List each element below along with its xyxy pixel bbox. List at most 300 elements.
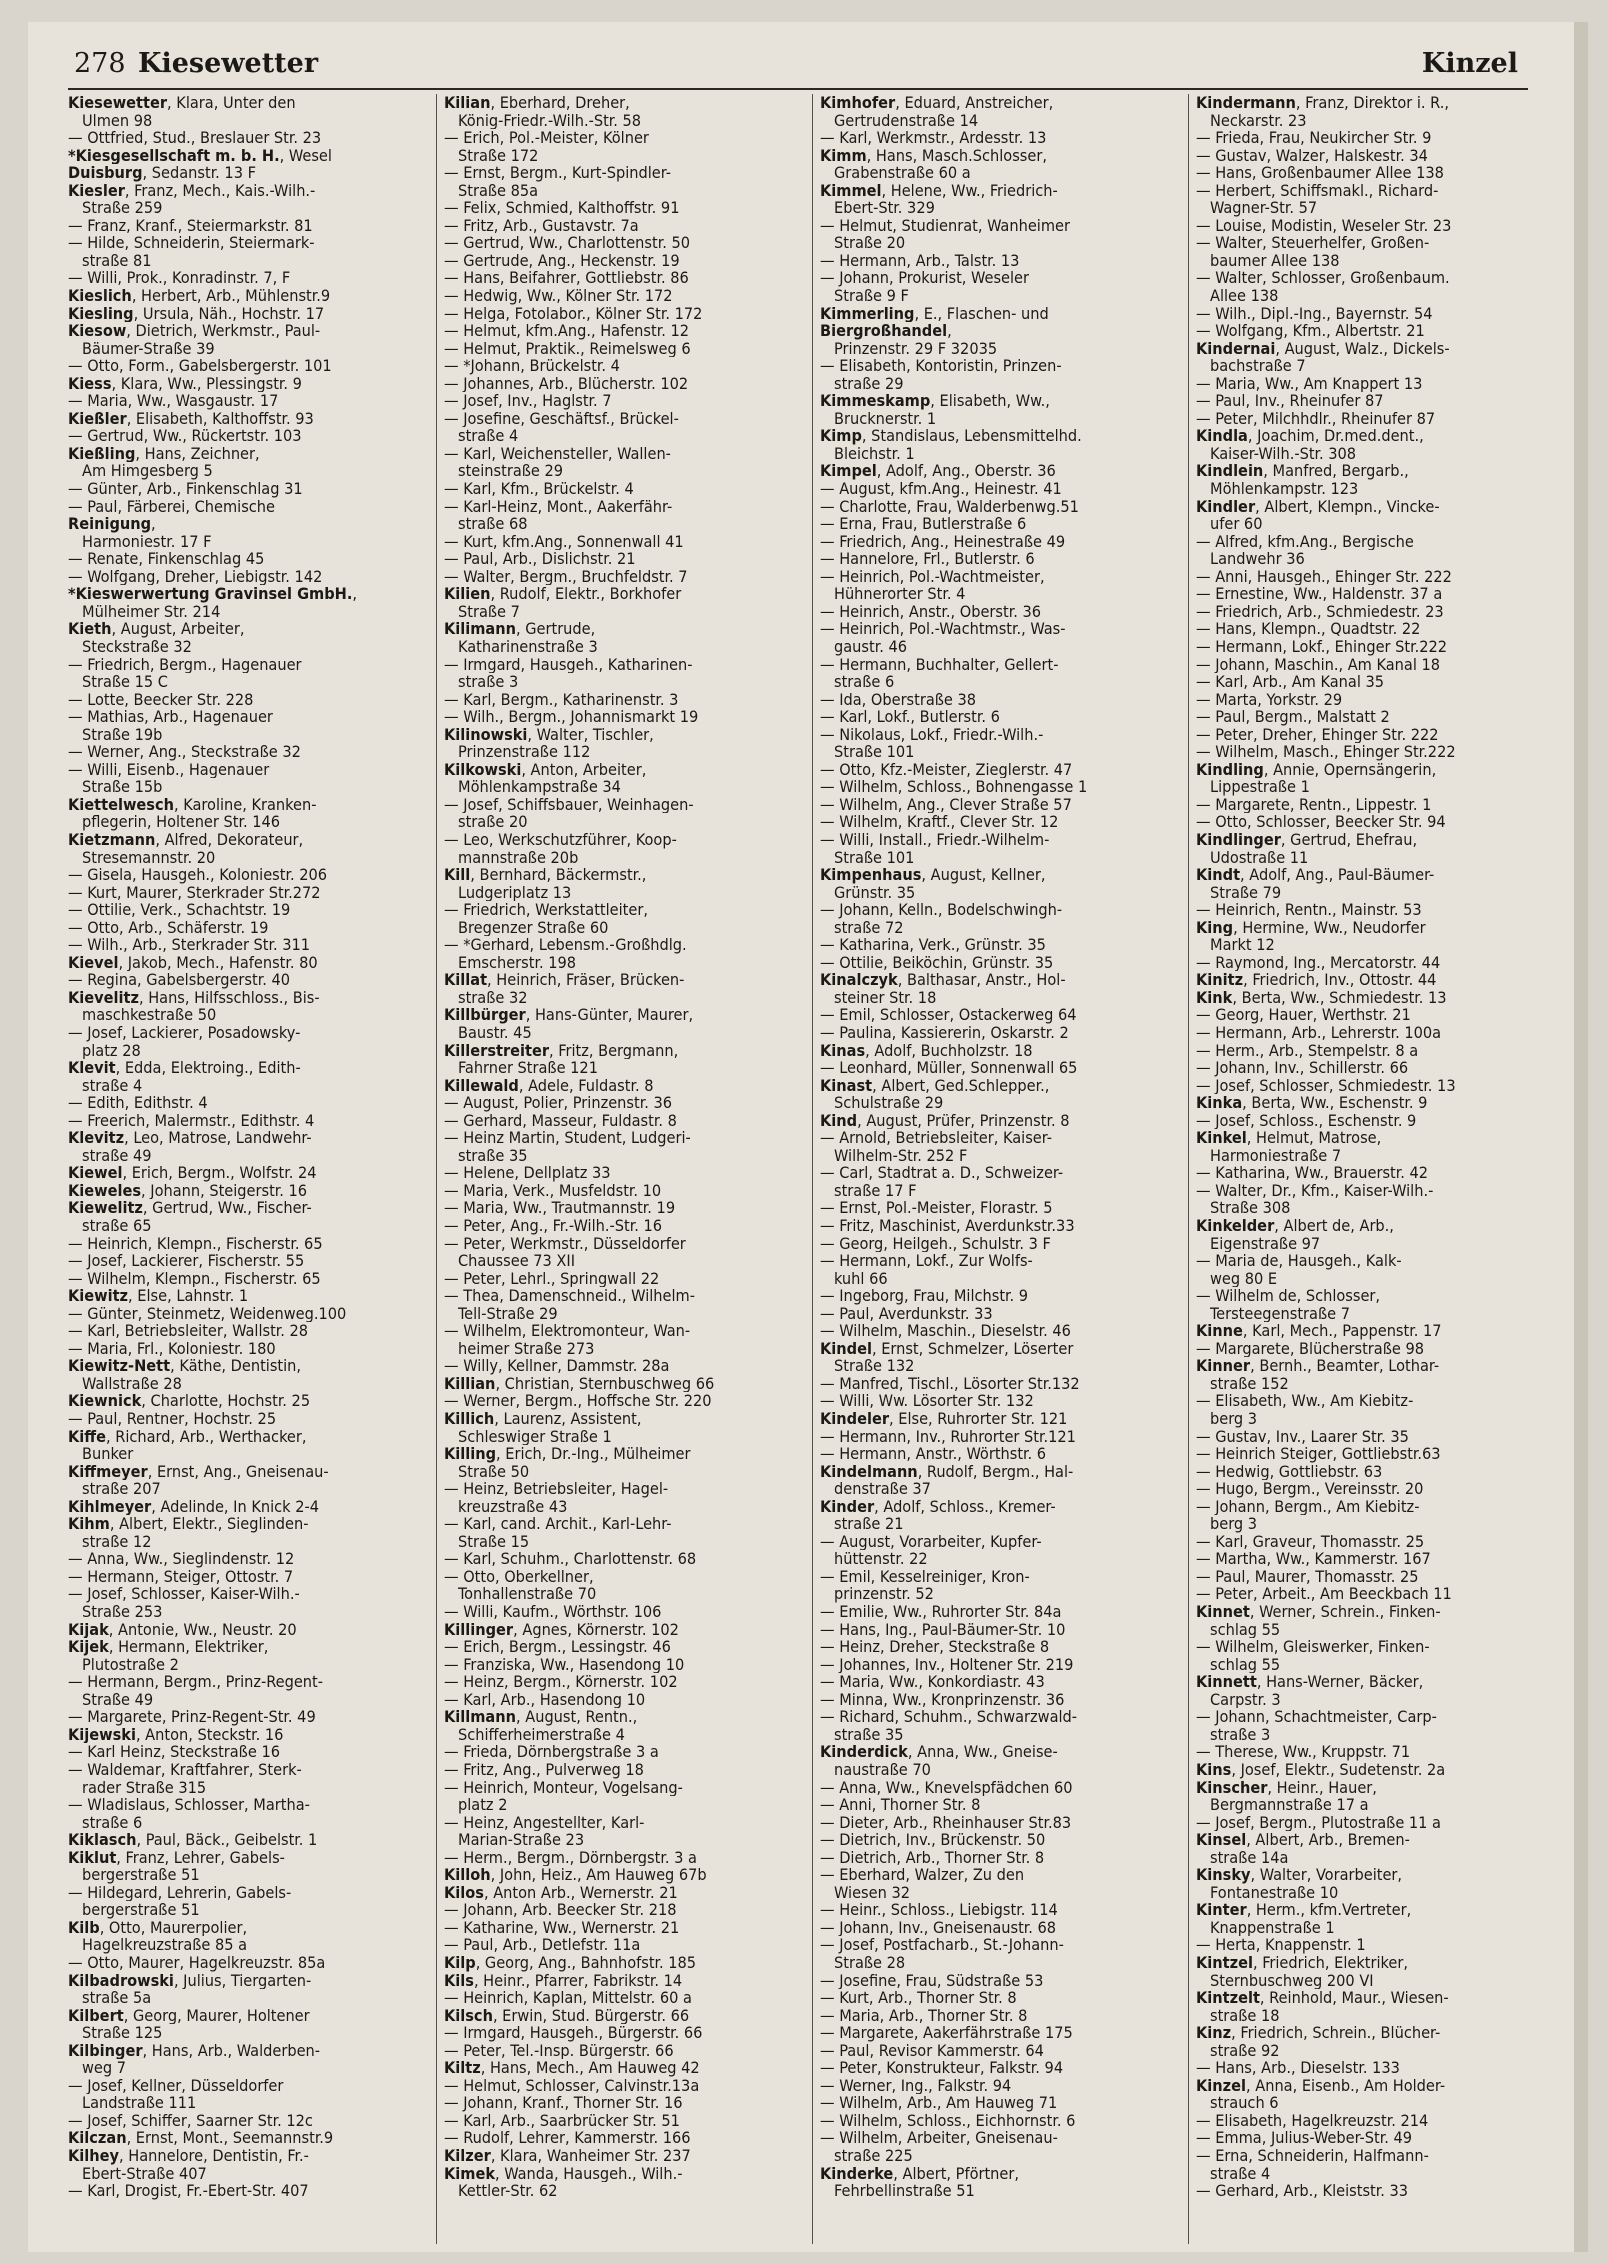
column-divider — [812, 94, 813, 2244]
directory-entry-line: Schleswiger Straße 1 — [458, 1427, 612, 1446]
directory-entry-line: Kiewel, Erich, Bergm., Wolfstr. 24 — [68, 1164, 317, 1182]
directory-entry-line: Kilbinger, Hans, Arb., Walderben- — [68, 2041, 321, 2060]
directory-entry-line: Kiewitz, Else, Lahnstr. 1 — [68, 1287, 249, 1305]
directory-entry-line: — Werner, Ing., Falkstr. 94 — [820, 2076, 1012, 2095]
directory-entry-line: — Otto, Arb., Schäferstr. 19 — [68, 918, 269, 937]
directory-entry-line: — Herta, Knappenstr. 1 — [1196, 1936, 1366, 1954]
directory-entry-line: Grabenstraße 60 a — [834, 164, 971, 182]
directory-entry-line: Kind, August, Prüfer, Prinzenstr. 8 — [820, 1111, 1070, 1130]
directory-entry-line: Straße 15 C — [82, 673, 168, 691]
directory-entry-line: bergerstraße 51 — [82, 1866, 200, 1884]
directory-entry-line: — Ernst, Pol.-Meister, Florastr. 5 — [820, 1199, 1053, 1217]
directory-entry-line: Lippestraße 1 — [1210, 778, 1310, 796]
directory-entry-line: — Walter, Schlosser, Großenbaum. — [1196, 269, 1450, 288]
directory-entry-line: — August, Polier, Prinzenstr. 36 — [444, 1094, 672, 1112]
directory-entry-line: — Wilhelm, Ang., Clever Straße 57 — [820, 795, 1072, 814]
directory-entry-line: — Johann, Arb. Beecker Str. 218 — [444, 1901, 677, 1919]
directory-entry-line: Kinder, Adolf, Schloss., Kremer- — [820, 1497, 1056, 1516]
directory-entry-line: — Peter, Ang., Fr.-Wilh.-Str. 16 — [444, 1217, 662, 1235]
directory-entry-line: Fehrbellinstraße 51 — [834, 2182, 975, 2200]
directory-entry-line: kreuzstraße 43 — [458, 1497, 568, 1516]
directory-entry-line: — Emilie, Ww., Ruhrorter Str. 84a — [820, 1603, 1062, 1621]
column-2 — [444, 94, 802, 2244]
directory-entry-line: — Paul, Bergm., Malstatt 2 — [1196, 708, 1390, 726]
directory-entry-line: Kiewitz-Nett, Käthe, Dentistin, — [68, 1357, 302, 1375]
directory-entry-line: — Josef, Inv., Haglstr. 7 — [444, 392, 612, 410]
directory-entry-line: Straße 50 — [458, 1462, 530, 1481]
directory-entry-line: — Helmut, kfm.Ang., Hafenstr. 12 — [444, 322, 689, 340]
directory-entry-line: straße 21 — [834, 1515, 904, 1533]
directory-entry-line: Kimpel, Adolf, Ang., Oberstr. 36 — [820, 462, 1056, 481]
directory-entry-line: — Edith, Edithstr. 4 — [68, 1094, 208, 1112]
directory-entry-line: — Leo, Werkschutzführer, Koop- — [444, 830, 677, 849]
column-4 — [1196, 94, 1554, 2244]
directory-entry-line: weg 7 — [82, 2059, 127, 2077]
directory-entry-line: Klevitz, Leo, Matrose, Landwehr- — [68, 1129, 312, 1147]
directory-entry-line: — Dietrich, Inv., Brückenstr. 50 — [820, 1831, 1046, 1849]
directory-entry-line: Knappenstraße 1 — [1210, 1918, 1335, 1937]
directory-entry-line: straße 32 — [458, 988, 528, 1007]
directory-entry-line: — Raymond, Ing., Mercatorstr. 44 — [1196, 953, 1441, 972]
directory-entry-line: — Karl, Graveur, Thomasstr. 25 — [1196, 1532, 1425, 1551]
directory-entry-line: — Wilhelm, Klempn., Fischerstr. 65 — [68, 1269, 321, 1288]
directory-entry-line: — Anna, Ww., Knevelspfädchen 60 — [820, 1778, 1073, 1797]
directory-entry-line: rader Straße 315 — [82, 1778, 207, 1797]
directory-entry-line: straße 3 — [1210, 1725, 1271, 1744]
directory-entry-line: — Ingeborg, Frau, Milchstr. 9 — [820, 1287, 1029, 1305]
column-3 — [820, 94, 1178, 2244]
directory-entry-line: Kievelitz, Hans, Hilfsschloss., Bis- — [68, 988, 320, 1007]
directory-entry-line: — Frieda, Frau, Neukircher Str. 9 — [1196, 129, 1432, 147]
directory-entry-line: — Josef, Lackierer, Fischerstr. 55 — [68, 1252, 305, 1270]
directory-entry-line: Kinkel, Helmut, Matrose, — [1196, 1129, 1382, 1147]
directory-entry-line: Prinzenstraße 112 — [458, 743, 591, 761]
directory-entry-line: Kimek, Wanda, Hausgeh., Wilh.- — [444, 2164, 683, 2183]
directory-entry-line: Kindla, Joachim, Dr.med.dent., — [1196, 427, 1424, 445]
directory-entry-line: — Fritz, Arb., Gustavstr. 7a — [444, 216, 639, 235]
directory-entry-line: Kilb, Otto, Maurerpolier, — [68, 1918, 248, 1937]
directory-entry-line: — Peter, Werkmstr., Düsseldorfer — [444, 1234, 686, 1253]
directory-entry-line: — Manfred, Tischl., Lösorter Str.132 — [820, 1374, 1080, 1393]
directory-entry-line: — Therese, Ww., Kruppstr. 71 — [1196, 1743, 1411, 1761]
directory-entry-line: Straße 15b — [82, 778, 163, 796]
directory-entry-line: Kilkowski, Anton, Arbeiter, — [444, 760, 647, 779]
directory-entry-line: — Maria, Ww., Am Knappert 13 — [1196, 374, 1423, 393]
directory-entry-line: — Anni, Hausgeh., Ehinger Str. 222 — [1196, 567, 1452, 586]
directory-entry-line: bachstraße 7 — [1210, 357, 1306, 375]
directory-entry-line: Kinter, Herm., kfm.Vertreter, — [1196, 1901, 1412, 1919]
directory-entry-line: — Charlotte, Frau, Walderbenwg.51 — [820, 497, 1079, 516]
directory-entry-line: — Hermann, Lokf., Zur Wolfs- — [820, 1252, 1033, 1270]
directory-entry-line: straße 225 — [834, 2146, 913, 2165]
directory-entry-line: — Wolfgang, Kfm., Albertstr. 21 — [1196, 322, 1425, 340]
directory-entry-line: — Elisabeth, Kontoristin, Prinzen- — [820, 357, 1062, 375]
directory-entry-line: Kinast, Albert, Ged.Schlepper., — [820, 1076, 1050, 1095]
directory-entry-line: König-Friedr.-Wilh.-Str. 58 — [458, 111, 642, 130]
directory-entry-line: Kindeler, Else, Ruhrorter Str. 121 — [820, 1410, 1068, 1428]
directory-entry-line: — Maria, Verk., Musfeldstr. 10 — [444, 1181, 662, 1200]
directory-entry-line: Am Himgesberg 5 — [82, 462, 213, 481]
directory-entry-line: — Hermann, Arb., Lehrerstr. 100a — [1196, 1023, 1442, 1042]
directory-entry-line: straße 14a — [1210, 1848, 1289, 1867]
directory-entry-line: — Wilhelm de, Schlosser, — [1196, 1287, 1381, 1305]
directory-entry-line: Harmoniestraße 7 — [1210, 1146, 1342, 1165]
directory-entry-line: — Richard, Schuhm., Schwarzwald- — [820, 1708, 1078, 1726]
directory-entry-line: Kintzelt, Reinhold, Maur., Wiesen- — [1196, 1989, 1449, 2007]
directory-entry-line: Hühnerorter Str. 4 — [834, 585, 966, 603]
directory-entry-line: Kinnett, Hans-Werner, Bäcker, — [1196, 1673, 1424, 1691]
directory-entry-line: — Georg, Hauer, Werthstr. 21 — [1196, 1006, 1411, 1024]
directory-entry-line: Katharinenstraße 3 — [458, 637, 598, 656]
directory-entry-line: — Katharine, Ww., Wernerstr. 21 — [444, 1918, 680, 1937]
directory-entry-line: Kiewelitz, Gertrud, Ww., Fischer- — [68, 1199, 312, 1217]
directory-entry-line: Wagner-Str. 57 — [1210, 199, 1318, 217]
directory-entry-line: heimer Straße 273 — [458, 1339, 595, 1358]
directory-entry-line: Allee 138 — [1210, 287, 1279, 305]
directory-entry-line: Kindel, Ernst, Schmelzer, Löserter — [820, 1339, 1074, 1358]
directory-entry-line: Bleichstr. 1 — [834, 444, 915, 463]
directory-entry-line: Tersteegenstraße 7 — [1210, 1304, 1350, 1323]
directory-entry-line: Bregenzer Straße 60 — [458, 918, 609, 937]
directory-entry-line: — Ottilie, Beiköchin, Grünstr. 35 — [820, 953, 1054, 972]
directory-entry-line: — Karl, cand. Archit., Karl-Lehr- — [444, 1515, 672, 1533]
directory-entry-line: — Josef, Schloss., Eschenstr. 9 — [1196, 1111, 1417, 1130]
directory-entry-line: Straße 253 — [82, 1603, 163, 1621]
directory-entry-line: — Wilhelm, Kraftf., Clever Str. 12 — [820, 813, 1059, 831]
directory-entry-line: — *Johann, Brückelstr. 4 — [444, 357, 620, 375]
directory-entry-line: Wilhelm-Str. 252 F — [834, 1146, 968, 1165]
directory-entry-line: Kilhey, Hannelore, Dentistin, Fr.- — [68, 2146, 309, 2165]
directory-entry-line: — Hans, Großenbaumer Allee 138 — [1196, 164, 1444, 182]
directory-entry-line: straße 4 — [458, 427, 519, 445]
directory-entry-line: Kießling, Hans, Zeichner, — [68, 444, 260, 463]
header-first-name: Kiesewetter — [138, 48, 319, 79]
directory-entry-line: — Elisabeth, Hagelkreuzstr. 214 — [1196, 2111, 1429, 2130]
directory-entry-line: Hagelkreuzstraße 85 a — [82, 1936, 248, 1954]
directory-entry-line: — Hermann, Bergm., Prinz-Regent- — [68, 1673, 324, 1691]
directory-entry-line: Landwehr 36 — [1210, 550, 1305, 568]
directory-entry-line: Kaiser-Wilh.-Str. 308 — [1210, 444, 1357, 463]
directory-entry-line: Kils, Heinr., Pfarrer, Fabrikstr. 14 — [444, 1971, 683, 1990]
directory-entry-line: — Heinr., Schloss., Liebigstr. 114 — [820, 1901, 1058, 1919]
directory-entry-line: Grünstr. 35 — [834, 883, 916, 902]
directory-entry-line: — Peter, Konstrukteur, Falkstr. 94 — [820, 2059, 1064, 2077]
directory-entry-line: — Maria, Frl., Koloniestr. 180 — [68, 1339, 276, 1358]
directory-entry-line: — Johann, Kranf., Thorner Str. 16 — [444, 2094, 683, 2112]
directory-entry-line: — Margarete, Aakerfährstraße 175 — [820, 2024, 1073, 2042]
directory-entry-line: Tell-Straße 29 — [458, 1304, 558, 1323]
directory-entry-line: — Hilde, Schneiderin, Steiermark- — [68, 234, 315, 252]
directory-entry-line: Kinzel, Anna, Eisenb., Am Holder- — [1196, 2076, 1446, 2095]
directory-entry-line: Reinigung, — [68, 515, 156, 533]
directory-entry-line: Straße 7 — [458, 602, 520, 621]
directory-entry-line: — Ida, Oberstraße 38 — [820, 690, 977, 709]
directory-entry-line: Eigenstraße 97 — [1210, 1234, 1321, 1253]
directory-entry-line: Kiesling, Ursula, Näh., Hochstr. 17 — [68, 304, 325, 323]
directory-entry-line: — Günter, Steinmetz, Weidenweg.100 — [68, 1304, 347, 1323]
directory-entry-line: — Rudolf, Lehrer, Kammerstr. 166 — [444, 2129, 691, 2147]
directory-entry-line: — Wilhelm, Arbeiter, Gneisenau- — [820, 2129, 1058, 2147]
directory-entry-line: — Paulina, Kassiererin, Oskarstr. 2 — [820, 1023, 1069, 1042]
directory-entry-line: — Werner, Ang., Steckstraße 32 — [68, 743, 301, 761]
directory-entry-line: — Helga, Fotolabor., Kölner Str. 172 — [444, 304, 703, 323]
directory-entry-line: — Willy, Kellner, Dammstr. 28a — [444, 1357, 670, 1375]
directory-entry-line: Kill, Bernhard, Bäckermstr., — [444, 866, 647, 884]
directory-entry-line: — Minna, Ww., Kronprinzenstr. 36 — [820, 1690, 1065, 1709]
directory-entry-line: — Wilhelm, Schloss., Eichhornstr. 6 — [820, 2111, 1076, 2130]
directory-entry-line: straße 4 — [1210, 2164, 1271, 2183]
directory-entry-line: Kiettelwesch, Karoline, Kranken- — [68, 795, 317, 814]
column-divider — [1188, 94, 1189, 2244]
directory-entry-line: Kilinowski, Walter, Tischler, — [444, 725, 654, 744]
directory-entry-line: — Irmgard, Hausgeh., Katharinen- — [444, 655, 693, 674]
page-edge — [1574, 22, 1588, 2252]
directory-entry-line: — Karl, Arb., Am Kanal 35 — [1196, 673, 1385, 691]
directory-entry-line: — Thea, Damenschneid., Wilhelm- — [444, 1287, 695, 1305]
directory-entry-line: Kilp, Georg, Ang., Bahnhofstr. 185 — [444, 1953, 697, 1972]
directory-entry-line: Kink, Berta, Ww., Schmiedestr. 13 — [1196, 988, 1447, 1007]
directory-entry-line: Udostraße 11 — [1210, 848, 1309, 867]
directory-entry-line: Kimhofer, Eduard, Anstreicher, — [820, 94, 1054, 112]
directory-entry-line: — Walter, Dr., Kfm., Kaiser-Wilh.- — [1196, 1181, 1434, 1200]
directory-entry-line: — Heinrich, Rentn., Mainstr. 53 — [1196, 901, 1422, 919]
directory-entry-line: — Peter, Tel.-Insp. Bürgerstr. 66 — [444, 2041, 674, 2060]
directory-entry-line: Kindermann, Franz, Direktor i. R., — [1196, 94, 1449, 112]
directory-entry-line: Möhlenkampstr. 123 — [1210, 480, 1359, 498]
directory-entry-line: — Gertrud, Ww., Rückertstr. 103 — [68, 427, 302, 445]
directory-entry-line: — Katharina, Ww., Brauerstr. 42 — [1196, 1164, 1429, 1182]
directory-entry-line: prinzenstr. 52 — [834, 1585, 934, 1604]
directory-entry-line: Kinsel, Albert, Arb., Bremen- — [1196, 1831, 1410, 1849]
directory-entry-line: — Maria, Ww., Wasgaustr. 17 — [68, 392, 279, 410]
directory-entry-line: Kinderke, Albert, Pförtner, — [820, 2164, 1019, 2183]
directory-entry-line: straße 72 — [834, 918, 904, 937]
directory-entry-line: Kiesow, Dietrich, Werkmstr., Paul- — [68, 322, 321, 340]
directory-entry-line: — Anni, Thorner Str. 8 — [820, 1796, 981, 1814]
directory-entry-line: — Maria, Ww., Trautmannstr. 19 — [444, 1199, 676, 1217]
page-header — [68, 42, 1528, 90]
directory-entry-line: — Gerhard, Masseur, Fuldastr. 8 — [444, 1111, 677, 1130]
directory-entry-line: — Karl Heinz, Steckstraße 16 — [68, 1743, 280, 1761]
directory-entry-line: — Wolfgang, Dreher, Liebigstr. 142 — [68, 567, 323, 586]
directory-entry-line: Fontanestraße 10 — [1210, 1883, 1339, 1902]
directory-entry-line: — Friedrich, Bergm., Hagenauer — [68, 655, 302, 674]
directory-entry-line: Straße 125 — [82, 2024, 163, 2042]
directory-entry-line: — Friedrich, Werkstattleiter, — [444, 901, 648, 919]
directory-entry-line: — Freerich, Malermstr., Edithstr. 4 — [68, 1111, 315, 1130]
directory-entry-line: Kiesewetter, Klara, Unter den — [68, 94, 296, 112]
directory-entry-line: Kimmerling, E., Flaschen- und — [820, 304, 1049, 323]
directory-entry-line: — Paul, Färberei, Chemische — [68, 497, 275, 516]
directory-entry-line: platz 28 — [82, 1041, 141, 1060]
directory-entry-line: — Hermann, Steiger, Ottostr. 7 — [68, 1567, 294, 1586]
directory-entry-line: — Hans, Beifahrer, Gottliebstr. 86 — [444, 269, 689, 288]
directory-entry-line: strauch 6 — [1210, 2094, 1279, 2112]
directory-entry-line: — Peter, Milchhdlr., Rheinufer 87 — [1196, 409, 1436, 428]
directory-entry-line: Kinz, Friedrich, Schrein., Blücher- — [1196, 2024, 1441, 2042]
directory-entry-line: Plutostraße 2 — [82, 1655, 179, 1674]
directory-entry-line: Kiffe, Richard, Arb., Werthacker, — [68, 1427, 307, 1446]
directory-entry-line: Kettler-Str. 62 — [458, 2182, 558, 2200]
directory-entry-line: — Willi, Kaufm., Wörthstr. 106 — [444, 1603, 662, 1621]
directory-entry-line: Straße 101 — [834, 743, 915, 761]
directory-entry-line: straße 152 — [1210, 1374, 1289, 1393]
directory-entry-line: Kijewski, Anton, Steckstr. 16 — [68, 1725, 284, 1744]
directory-entry-line: — Johann, Inv., Schillerstr. 66 — [1196, 1059, 1409, 1077]
directory-entry-line: Emscherstr. 198 — [458, 953, 576, 972]
directory-entry-line: — Fritz, Ang., Pulverweg 18 — [444, 1760, 644, 1779]
directory-entry-line: — Karl, Arb., Hasendong 10 — [444, 1690, 646, 1709]
directory-entry-line: — Helene, Dellplatz 33 — [444, 1164, 611, 1182]
directory-entry-line: straße 17 F — [834, 1181, 917, 1200]
directory-entry-line: Sternbuschweg 200 VI — [1210, 1971, 1374, 1990]
directory-entry-line: Straße 49 — [82, 1690, 154, 1709]
directory-entry-line: straße 6 — [834, 673, 895, 691]
directory-entry-line: — Hermann, Inv., Ruhrorter Str.121 — [820, 1427, 1076, 1446]
directory-entry-line: — Wilhelm, Masch., Ehinger Str.222 — [1196, 743, 1456, 761]
directory-entry-line: straße 207 — [82, 1480, 161, 1498]
directory-entry-line: Kiltz, Hans, Mech., Am Hauweg 42 — [444, 2059, 700, 2077]
directory-entry-line: — Gisela, Hausgeh., Koloniestr. 206 — [68, 866, 327, 884]
directory-entry-line: — Nikolaus, Lokf., Friedr.-Wilh.- — [820, 725, 1044, 744]
directory-entry-line: Wiesen 32 — [834, 1883, 910, 1902]
directory-entry-line: Kiesler, Franz, Mech., Kais.-Wilh.- — [68, 181, 316, 200]
directory-entry-line: — Helmut, Praktik., Reimelsweg 6 — [444, 339, 691, 358]
directory-entry-line: — Karl, Bergm., Katharinenstr. 3 — [444, 690, 679, 709]
directory-entry-line: — Wilhelm, Maschin., Dieselstr. 46 — [820, 1322, 1071, 1340]
directory-entry-line: Kilbert, Georg, Maurer, Holtener — [68, 2006, 310, 2025]
directory-entry-line: straße 68 — [458, 515, 528, 533]
directory-entry-line: — Willi, Install., Friedr.-Wilhelm- — [820, 830, 1050, 849]
directory-entry-line: platz 2 — [458, 1796, 508, 1814]
directory-entry-line: Kimmeskamp, Elisabeth, Ww., — [820, 392, 1050, 410]
directory-entry-line: Bunker — [82, 1445, 134, 1463]
directory-entry-line: Kinalczyk, Balthasar, Anstr., Hol- — [820, 971, 1066, 989]
directory-entry-line: — Karl, Drogist, Fr.-Ebert-Str. 407 — [68, 2182, 309, 2200]
directory-entry-line: — Friedrich, Arb., Schmiedestr. 23 — [1196, 602, 1444, 621]
directory-entry-line: — Hugo, Bergm., Vereinsstr. 20 — [1196, 1480, 1424, 1498]
directory-entry-line: — Wladislaus, Schlosser, Martha- — [68, 1796, 310, 1814]
directory-entry-line: Kijak, Antonie, Ww., Neustr. 20 — [68, 1620, 297, 1639]
directory-entry-line: — Karl, Betriebsleiter, Wallstr. 28 — [68, 1322, 309, 1340]
directory-entry-line: — Wilhelm, Elektromonteur, Wan- — [444, 1322, 691, 1340]
directory-entry-line: Straße 132 — [834, 1357, 915, 1375]
directory-entry-line: Carpstr. 3 — [1210, 1690, 1281, 1709]
directory-entry-line: Prinzenstr. 29 F 32035 — [834, 339, 998, 358]
directory-entry-line: — Paul, Maurer, Thomasstr. 25 — [1196, 1567, 1419, 1586]
directory-entry-line: — *Gerhard, Lebensm.-Großhdlg. — [444, 936, 687, 954]
directory-entry-line: — Heinrich, Anstr., Oberstr. 36 — [820, 602, 1041, 621]
directory-entry-line: — Karl, Schuhm., Charlottenstr. 68 — [444, 1550, 697, 1568]
directory-entry-line: — Heinrich, Kaplan, Mittelstr. 60 a — [444, 1989, 692, 2007]
directory-entry-line: berg 3 — [1210, 1515, 1258, 1533]
directory-entry-line: Kinsky, Walter, Vorarbeiter, — [1196, 1866, 1403, 1884]
directory-entry-line: ufer 60 — [1210, 515, 1263, 533]
directory-entry-line: — Heinz, Dreher, Steckstraße 8 — [820, 1638, 1050, 1656]
directory-entry-line: Kimmel, Helene, Ww., Friedrich- — [820, 181, 1058, 200]
directory-entry-line: — Karl-Heinz, Mont., Aakerfähr- — [444, 497, 673, 516]
directory-entry-line: — Heinz Martin, Student, Ludgeri- — [444, 1129, 691, 1147]
directory-entry-line: Kilos, Anton Arb., Wernerstr. 21 — [444, 1883, 678, 1902]
directory-entry-line: Kiklasch, Paul, Bäck., Geibelstr. 1 — [68, 1831, 318, 1849]
directory-entry-line: Chaussee 73 XII — [458, 1252, 575, 1270]
directory-entry-line: — Heinrich, Monteur, Vogelsang- — [444, 1778, 683, 1797]
directory-entry-line: — Walter, Bergm., Bruchfeldstr. 7 — [444, 567, 688, 586]
directory-entry-line: — Franz, Kranf., Steiermarkstr. 81 — [68, 216, 313, 235]
directory-entry-line: *Kieswerwertung Gravinsel GmbH., — [68, 585, 357, 603]
directory-entry-line: Kiewnick, Charlotte, Hochstr. 25 — [68, 1392, 311, 1411]
directory-page — [28, 22, 1588, 2252]
directory-entry-line: — Gustav, Walzer, Halskestr. 34 — [1196, 146, 1428, 165]
directory-entry-line: — Anna, Ww., Sieglindenstr. 12 — [68, 1550, 295, 1568]
directory-entry-line: Steckstraße 32 — [82, 637, 192, 656]
directory-entry-line: Kindlinger, Gertrud, Ehefrau, — [1196, 830, 1418, 849]
directory-entry-line: — Georg, Heilgeh., Schulstr. 3 F — [820, 1234, 1051, 1253]
directory-entry-line: — Katharina, Verk., Grünstr. 35 — [820, 936, 1046, 954]
directory-entry-line: Straße 308 — [1210, 1199, 1291, 1217]
column-1 — [68, 94, 426, 2244]
directory-entry-line: — Johannes, Inv., Holtener Str. 219 — [820, 1655, 1074, 1674]
directory-entry-line: Fahrner Straße 121 — [458, 1059, 598, 1077]
directory-entry-line: — Johann, Inv., Gneisenaustr. 68 — [820, 1918, 1057, 1937]
directory-entry-line: Kiess, Klara, Ww., Plessingstr. 9 — [68, 374, 302, 393]
directory-entry-line: — Paul, Averdunkstr. 33 — [820, 1304, 993, 1323]
directory-entry-line: — Dieter, Arb., Rheinhauser Str.83 — [820, 1813, 1072, 1832]
directory-entry-line: Landstraße 111 — [82, 2094, 197, 2112]
directory-entry-line: — Erich, Bergm., Lessingstr. 46 — [444, 1638, 671, 1656]
directory-entry-line: Killewald, Adele, Fuldastr. 8 — [444, 1076, 654, 1095]
directory-entry-line: — Hildegard, Lehrerin, Gabels- — [68, 1883, 292, 1902]
directory-entry-line: — Wilhelm, Gleiswerker, Finken- — [1196, 1638, 1430, 1656]
directory-entry-line: — Franziska, Ww., Hasendong 10 — [444, 1655, 685, 1674]
directory-entry-line: — Louise, Modistin, Weseler Str. 23 — [1196, 216, 1452, 235]
directory-entry-line: straße 18 — [1210, 2006, 1280, 2025]
directory-entry-line: Kindelmann, Rudolf, Bergm., Hal- — [820, 1462, 1074, 1481]
directory-entry-line: — Emil, Kesselreiniger, Kron- — [820, 1567, 1030, 1586]
directory-entry-line: — Frieda, Dörnbergstraße 3 a — [444, 1743, 659, 1761]
directory-entry-line: — Helmut, Schlosser, Calvinstr.13a — [444, 2076, 700, 2095]
directory-entry-line: — Willi, Ww. Lösorter Str. 132 — [820, 1392, 1034, 1411]
directory-entry-line: — Erich, Pol.-Meister, Kölner — [444, 129, 649, 147]
directory-entry-line: mannstraße 20b — [458, 848, 579, 867]
directory-entry-line: Killian, Christian, Sternbuschweg 66 — [444, 1374, 715, 1393]
directory-entry-line: — Maria, Arb., Thorner Str. 8 — [820, 2006, 1028, 2025]
directory-entry-line: — Renate, Finkenschlag 45 — [68, 550, 265, 568]
directory-entry-line: — Karl, Werkmstr., Ardesstr. 13 — [820, 129, 1047, 147]
directory-entry-line: Killoh, John, Heiz., Am Hauweg 67b — [444, 1866, 707, 1884]
directory-entry-line: Schifferheimerstraße 4 — [458, 1725, 625, 1744]
directory-entry-line: — Heinrich Steiger, Gottliebstr.63 — [1196, 1445, 1441, 1463]
header-last-name: Kinzel — [1421, 48, 1518, 79]
directory-entry-line: — Alfred, kfm.Ang., Bergische — [1196, 532, 1414, 551]
directory-entry-line: — Walter, Steuerhelfer, Großen- — [1196, 234, 1430, 252]
directory-entry-line: — Margarete, Rentn., Lippestr. 1 — [1196, 795, 1432, 814]
directory-entry-line: denstraße 37 — [834, 1480, 931, 1498]
directory-entry-line: kuhl 66 — [834, 1269, 888, 1288]
directory-entry-line: Bäumer-Straße 39 — [82, 339, 215, 358]
directory-entry-line: Kins, Josef, Elektr., Sudetenstr. 2a — [1196, 1760, 1446, 1779]
directory-entry-line: — Johann, Kelln., Bodelschwingh- — [820, 901, 1063, 919]
directory-entry-line: Kinas, Adolf, Buchholzstr. 18 — [820, 1041, 1033, 1060]
directory-entry-line: Killich, Laurenz, Assistent, — [444, 1410, 642, 1428]
directory-entry-line: — Hermann, Lokf., Ehinger Str.222 — [1196, 637, 1448, 656]
directory-entry-line: Straße 15 — [458, 1532, 530, 1551]
directory-entry-line: straße 81 — [82, 251, 152, 270]
directory-entry-line: steiner Str. 18 — [834, 988, 937, 1007]
directory-entry-line: Stresemannstr. 20 — [82, 848, 216, 867]
directory-columns — [68, 94, 1558, 2244]
directory-entry-line: — Johannes, Arb., Blücherstr. 102 — [444, 374, 689, 393]
